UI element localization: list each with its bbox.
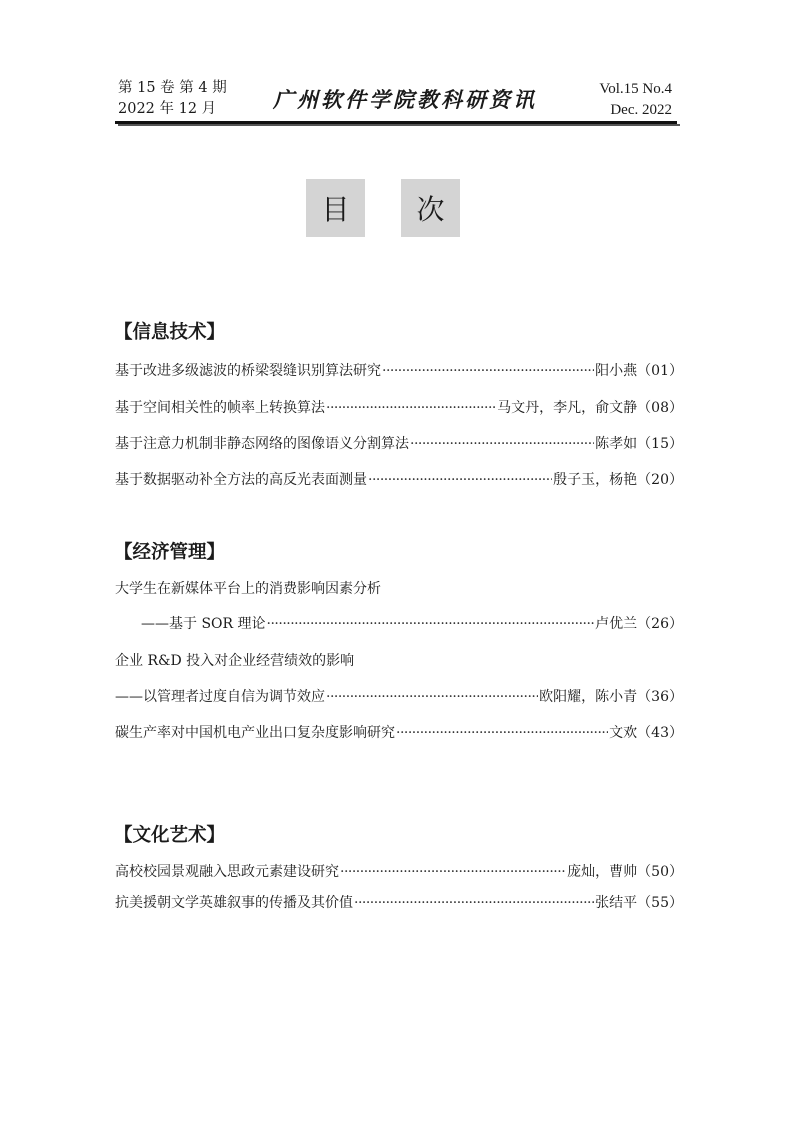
entry-author: 文欢 bbox=[609, 725, 638, 741]
entry-title: 基于数据驱动补全方法的高反光表面测量 bbox=[115, 472, 367, 488]
journal-title: 广州软件学院教科研资讯 bbox=[273, 88, 537, 112]
dot-leader bbox=[340, 864, 566, 880]
toc-entry[interactable] bbox=[115, 686, 683, 706]
entry-author: 阳小燕 bbox=[595, 363, 638, 379]
toc-title-char-2: 次 bbox=[401, 179, 460, 237]
entry-author: 欧阳耀，陈小青 bbox=[539, 689, 638, 705]
toc-entry[interactable] bbox=[115, 433, 683, 453]
header-volume-issue: 第 15 卷 第 4 期 bbox=[118, 80, 227, 96]
section-heading-culture: 【文化艺术】 bbox=[114, 825, 226, 846]
dot-leader bbox=[354, 895, 594, 911]
entry-title: 基于注意力机制非静态网络的图像语义分割算法 bbox=[115, 436, 409, 452]
header-date-en: Dec. 2022 bbox=[610, 102, 672, 118]
entry-page: （43） bbox=[637, 725, 683, 741]
toc-entry[interactable] bbox=[115, 722, 683, 742]
entry-author: 殷子玉，杨艳 bbox=[553, 472, 638, 488]
toc-entry[interactable] bbox=[115, 892, 683, 912]
entry-title: 碳生产率对中国机电产业出口复杂度影响研究 bbox=[115, 725, 395, 741]
section-heading-econ: 【经济管理】 bbox=[114, 542, 226, 563]
entry-subtitle: ——以管理者过度自信为调节效应 bbox=[115, 689, 325, 705]
entry-subtitle: ——基于 SOR 理论 bbox=[141, 616, 266, 632]
entry-title: 高校校园景观融入思政元素建设研究 bbox=[115, 864, 339, 880]
header-rule-shadow bbox=[118, 124, 680, 126]
entry-page: （01） bbox=[637, 363, 683, 379]
entry-title: 基于空间相关性的帧率上转换算法 bbox=[115, 400, 325, 416]
entry-author: 陈孝如 bbox=[595, 436, 638, 452]
dot-leader bbox=[326, 400, 496, 416]
entry-author: 马文丹，李凡，俞文静 bbox=[497, 400, 638, 416]
entry-page: （26） bbox=[637, 616, 683, 632]
header-volume-en: Vol.15 No.4 bbox=[599, 81, 672, 97]
toc-entry[interactable] bbox=[141, 613, 683, 633]
entry-title: 抗美援朝文学英雄叙事的传播及其价值 bbox=[115, 895, 353, 911]
entry-title[interactable]: 企业 R&D 投入对企业经营绩效的影响 bbox=[115, 653, 355, 669]
dot-leader bbox=[382, 363, 594, 379]
header-date-cn: 2022 年 12 月 bbox=[118, 101, 217, 117]
entry-author: 张结平 bbox=[595, 895, 638, 911]
toc-entry[interactable] bbox=[115, 360, 683, 380]
entry-page: （50） bbox=[637, 864, 683, 880]
header-volume-block bbox=[118, 78, 227, 120]
dot-leader bbox=[396, 725, 608, 741]
entry-page: （08） bbox=[637, 400, 683, 416]
entry-page: （15） bbox=[637, 436, 683, 452]
entry-page: （20） bbox=[637, 472, 683, 488]
header-english-block bbox=[560, 79, 672, 121]
dot-leader bbox=[410, 436, 594, 452]
entry-title[interactable]: 大学生在新媒体平台上的消费影响因素分析 bbox=[115, 581, 381, 597]
dot-leader bbox=[267, 616, 595, 632]
toc-entry[interactable] bbox=[115, 397, 683, 417]
entry-page: （55） bbox=[637, 895, 683, 911]
toc-entry[interactable] bbox=[115, 861, 683, 881]
entry-author: 庞灿，曹帅 bbox=[567, 864, 638, 880]
section-heading-it: 【信息技术】 bbox=[114, 322, 226, 343]
toc-entry[interactable] bbox=[115, 469, 683, 489]
entry-author: 卢优兰 bbox=[595, 616, 638, 632]
dot-leader bbox=[368, 472, 552, 488]
entry-page: （36） bbox=[637, 689, 683, 705]
toc-title-char-1: 目 bbox=[306, 179, 365, 237]
entry-title: 基于改进多级滤波的桥梁裂缝识别算法研究 bbox=[115, 363, 381, 379]
dot-leader bbox=[326, 689, 538, 705]
